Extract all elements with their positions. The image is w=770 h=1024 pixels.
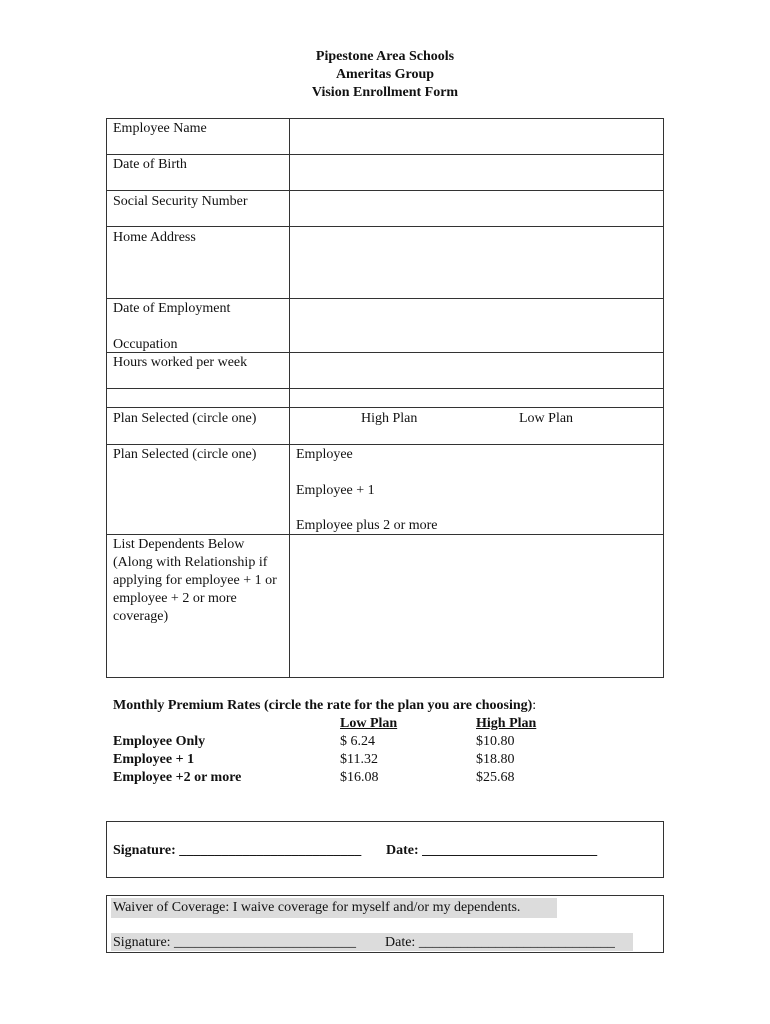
occupation-label: Occupation	[113, 337, 178, 352]
rate-low[interactable]: $ 6.24	[340, 734, 375, 749]
hours-per-week-field[interactable]	[290, 353, 662, 387]
form-title-line2: Ameritas Group	[335, 67, 435, 82]
high-plan-header: High Plan	[476, 716, 537, 731]
hours-per-week-label: Hours worked per week	[113, 355, 248, 370]
waiver-signature-line[interactable]: Signature: __________________________	[113, 935, 357, 950]
rate-high[interactable]: $10.80	[476, 734, 515, 749]
high-plan-option[interactable]: High Plan	[361, 411, 418, 426]
home-address-field[interactable]	[290, 227, 662, 297]
coverage-selected-label: Plan Selected (circle one)	[113, 447, 257, 462]
employee-name-field[interactable]	[290, 119, 662, 153]
waiver-date-line[interactable]: Date: ____________________________	[385, 935, 615, 950]
rate-low[interactable]: $11.32	[340, 752, 378, 767]
dependents-field[interactable]	[290, 535, 662, 676]
rates-heading: Monthly Premium Rates (circle the rate for the plan you are choosing):	[113, 698, 537, 713]
rate-high[interactable]: $25.68	[476, 770, 515, 785]
dependents-label: List Dependents Below (Along with Relationship if applying for employee + 1 or employee + 2 or more coverage)	[113, 537, 277, 624]
rate-tier: Employee +2 or more	[113, 770, 242, 785]
form-title-line1: Pipestone Area Schools	[315, 49, 455, 64]
plan-selected-label: Plan Selected (circle one)	[113, 411, 257, 426]
date-of-employment-label: Date of Employment	[113, 301, 231, 316]
date-of-birth-field[interactable]	[290, 155, 662, 189]
rate-low[interactable]: $16.08	[340, 770, 379, 785]
employee-name-label: Employee Name	[113, 121, 207, 136]
coverage-option-employee-plus-1[interactable]: Employee + 1	[296, 483, 375, 498]
rate-high[interactable]: $18.80	[476, 752, 515, 767]
ssn-field[interactable]	[290, 191, 662, 225]
coverage-option-employee[interactable]: Employee	[296, 447, 353, 462]
waiver-text: Waiver of Coverage: I waive coverage for myself and/or my dependents.	[113, 900, 521, 915]
rate-tier: Employee Only	[113, 734, 206, 749]
coverage-option-employee-plus-2[interactable]: Employee plus 2 or more	[296, 518, 438, 533]
low-plan-option[interactable]: Low Plan	[519, 411, 574, 426]
home-address-label: Home Address	[113, 230, 196, 245]
signature-date-line[interactable]: Date: _________________________	[386, 843, 598, 858]
rate-tier: Employee + 1	[113, 752, 195, 767]
low-plan-header: Low Plan	[340, 716, 398, 731]
signature-line[interactable]: Signature: __________________________	[113, 843, 362, 858]
form-title-line3: Vision Enrollment Form	[311, 85, 459, 100]
date-of-birth-label: Date of Birth	[113, 157, 187, 172]
date-of-employment-field[interactable]	[290, 299, 662, 351]
ssn-label: Social Security Number	[113, 194, 248, 209]
